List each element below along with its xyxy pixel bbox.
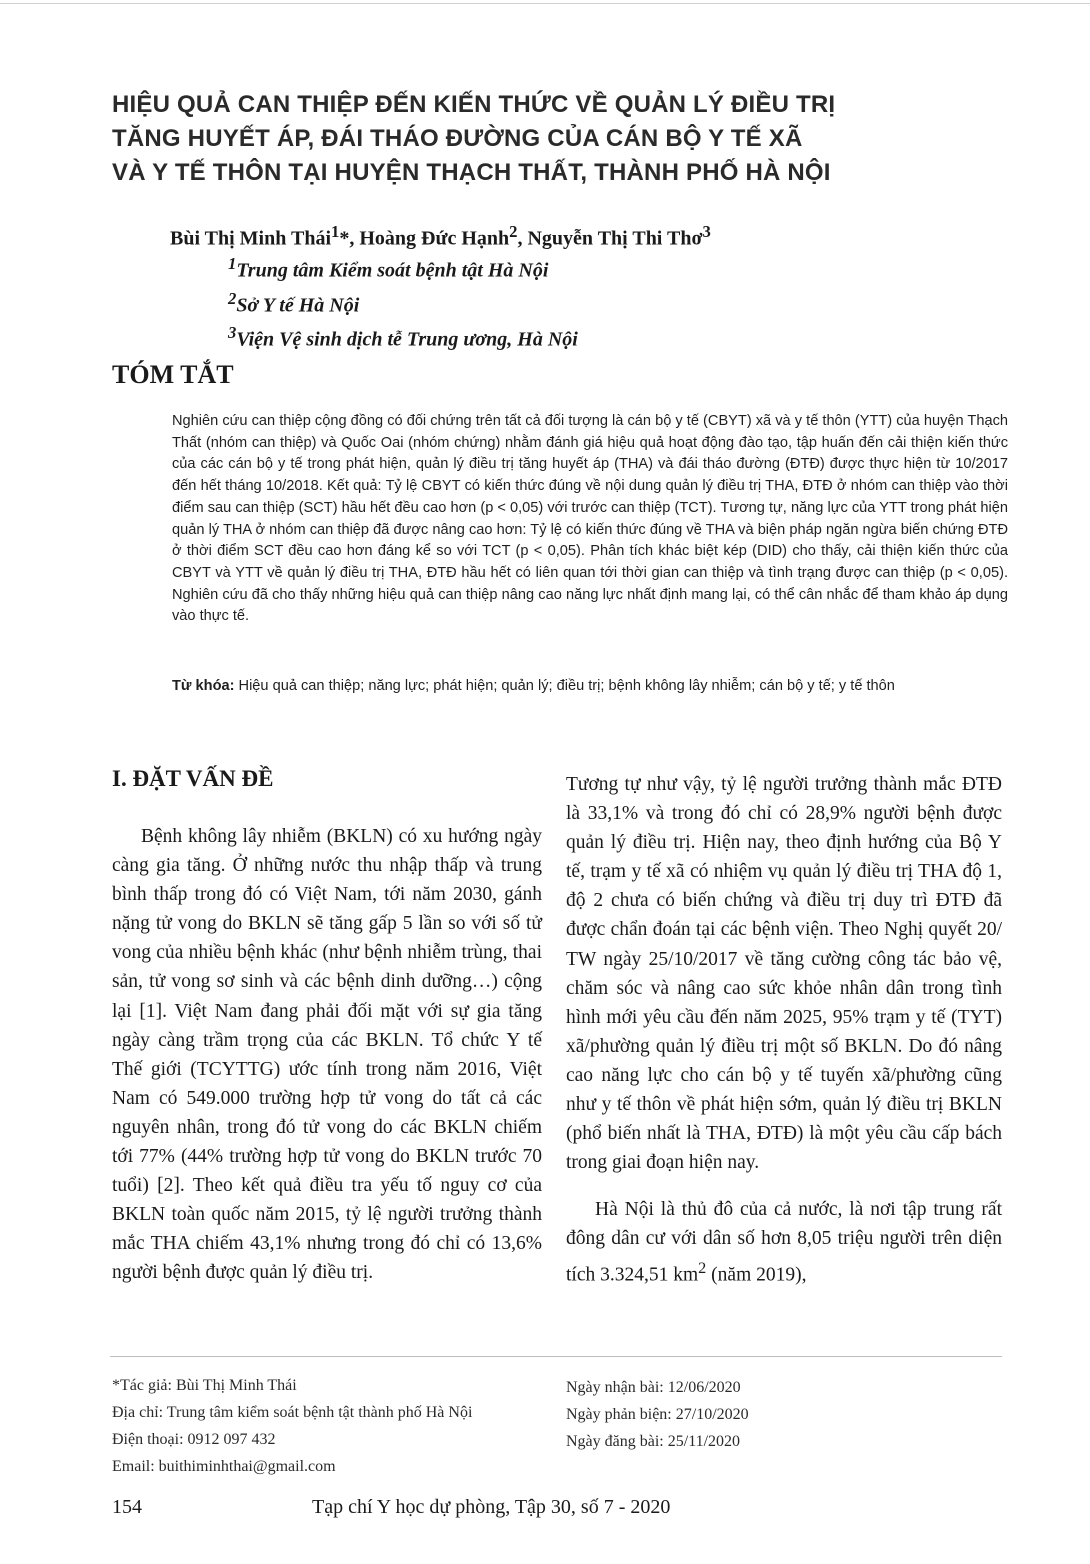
- km-superscript: 2: [698, 1258, 707, 1277]
- author-1-sup: 1: [331, 222, 340, 241]
- author-3-sup: 3: [702, 222, 711, 241]
- abstract-heading: TÓM TẮT: [112, 360, 234, 389]
- author-2: Hoàng Đức Hạnh: [359, 227, 510, 250]
- affiliation-3: [228, 319, 578, 354]
- affiliation-1: [228, 250, 578, 285]
- paper-title: [112, 88, 972, 190]
- footnote-address: Địa chỉ: Trung tâm kiểm soát bệnh tật thành phố Hà Nội: [112, 1404, 473, 1421]
- right-paragraph-1: Tương tự như vậy, tỷ lệ người trưởng thành mắc ĐTĐ là 33,1% và trong đó chỉ có 28,9% người bệnh được quản lý điều trị. Hiện nay, theo định hướng của Bộ Y tế, trạm y tế xã có nhiệm vụ quản lý điều trị THA độ 1, độ 2 chưa có biến chứng và điều trị duy trì ĐTĐ đã được chẩn đoán tại các bệnh viện. Theo Nghị quyết 20/ TW ngày 25/10/2017 về tăng cường công tác bảo vệ, chăm sóc và nâng cao sức khỏe nhân dân trong tình hình mới yêu cầu đến năm 2025, 95% trạm y tế (TYT) xã/phường quản lý điều trị một số BKLN. Do đó nâng cao năng lực cho cán bộ y tế tuyến xã/phường cũng như y tế thôn về phát hiện sớm, quản lý điều trị BKLN (phổ biến nhất là THA, ĐTĐ) là một yêu cầu cấp bách trong giai đoạn hiện nay.: [566, 774, 1002, 1174]
- footnote-email: Email: buithiminhthai@gmail.com: [112, 1458, 336, 1475]
- right-column: [566, 770, 1002, 1289]
- affiliation-1-text: Trung tâm Kiểm soát bệnh tật Hà Nội: [236, 259, 549, 282]
- author-footnote: [112, 1372, 472, 1480]
- author-list: [170, 222, 711, 251]
- author-2-sup: 2: [509, 222, 518, 241]
- title-line-1: HIỆU QUẢ CAN THIỆP ĐẾN KIẾN THỨC VỀ QUẢN LÝ ĐIỀU TRỊ: [112, 91, 836, 118]
- corresponding-mark: *,: [339, 227, 360, 250]
- title-line-3: VÀ Y TẾ THÔN TẠI HUYỆN THẠCH THẤT, THÀNH PHỐ HÀ NỘI: [112, 159, 831, 186]
- abstract-text: Nghiên cứu can thiệp cộng đồng có đối chứng trên tất cả đối tượng là cán bộ y tế (CBYT) xã và y tế thôn (YTT) của huyện Thạch Thất (nhóm can thiệp) và Quốc Oai (nhóm chứng) nhằm đánh giá hiệu quả hoạt động đào tạo, tập huấn đến cải thiện kiến thức của các cán bộ y tế trong phát hiện, quản lý điều trị tăng huyết áp (THA) và đái tháo đường (ĐTĐ) được thực hiện từ 10/2017 đến hết tháng 10/2018. Kết quả: Tỷ lệ CBYT có kiến thức đúng về nội dung quản lý điều trị THA, ĐTĐ ở nhóm can thiệp vào thời điểm sau can thiệp (SCT) hầu hết đều cao hơn (p < 0,05) với trước can thiệp (TCT). Tương tự, năng lực của YTT trong phát hiện quản lý THA ở nhóm can thiệp đã được nâng cao hơn: Tỷ lệ có kiến thức đúng về THA và biện pháp ngăn ngừa biến chứng ĐTĐ ở thời điểm SCT đều cao hơn đáng kể so với TCT (p < 0,05). Phân tích khác biệt kép (DID) cho thấy, cải thiện kiến thức của CBYT và YTT về quản lý điều trị THA, ĐTĐ hầu hết có liên quan tới thời gian can thiệp và tình trạng được can thiệp (p < 0,05). Nghiên cứu đã cho thấy những hiệu quả can thiệp nâng cao năng lực nhất định mang lại, có thể cân nhắc để tham khảo áp dụng vào thực tế.: [172, 413, 1008, 625]
- footnote-published: Ngày đăng bài: 25/11/2020: [566, 1433, 741, 1450]
- title-line-2: TĂNG HUYẾT ÁP, ĐÁI THÁO ĐƯỜNG CỦA CÁN BỘ Y TẾ XÃ: [112, 125, 803, 152]
- left-column: [112, 822, 542, 1288]
- author-1: Bùi Thị Minh Thái: [170, 227, 332, 250]
- footnote-divider: [110, 1356, 1002, 1357]
- right-paragraph-2: [566, 1195, 1002, 1289]
- keywords-text: Hiệu quả can thiệp; năng lực; phát hiện; quản lý; điều trị; bệnh không lây nhiễm; cán bộ y tế; y tế thôn: [234, 678, 895, 694]
- top-rule: [0, 3, 1090, 4]
- author-separator: ,: [517, 227, 528, 250]
- date-footnote: [566, 1374, 749, 1455]
- affiliation-3-sup: 3: [228, 323, 237, 343]
- right-paragraph-2-end: (năm 2019),: [706, 1264, 807, 1285]
- footnote-received: Ngày nhận bài: 12/06/2020: [566, 1379, 741, 1396]
- affiliations: [228, 250, 578, 354]
- affiliation-2-text: Sở Y tế Hà Nội: [236, 294, 360, 317]
- left-paragraph: Bệnh không lây nhiễm (BKLN) có xu hướng ngày càng gia tăng. Ở những nước thu nhập thấp và trung bình thấp trong đó có Việt Nam, tới năm 2030, gánh nặng tử vong do BKLN sẽ tăng gấp 5 lần so với số tử vong của nhiều bệnh khác (như bệnh nhiễm trùng, thai sản, tử vong sơ sinh và các bệnh dinh dưỡng…) cộng lại [1]. Việt Nam đang phải đối mặt với sự gia tăng ngày càng trầm trọng của các BKLN. Tổ chức Y tế Thế giới (TCYTTG) ước tính trong năm 2016, Việt Nam có 549.000 trường hợp tử vong do tất cả các nguyên nhân, trong đó tử vong do các BKLN chiếm tới 77% (44% trường hợp tử vong do BKLN trước 70 tuổi) [2]. Theo kết quả điều tra yếu tố nguy cơ của BKLN toàn quốc năm 2015, tỷ lệ người trưởng thành mắc THA chiếm 43,1% nhưng trong đó chỉ có 13,6% người bệnh được quản lý điều trị.: [112, 826, 542, 1284]
- right-paragraph-2-text: Hà Nội là thủ đô của cả nước, là nơi tập trung rất đông dân cư với dân số hơn 8,05 triệu người trên diện tích 3.324,51 km: [566, 1199, 1002, 1285]
- keywords-label: Từ khóa:: [172, 678, 235, 694]
- affiliation-1-sup: 1: [228, 254, 237, 273]
- section-heading: I. ĐẶT VẤN ĐỀ: [112, 766, 274, 791]
- affiliation-2: [228, 285, 578, 320]
- footnote-phone: Điện thoại: 0912 097 432: [112, 1431, 276, 1448]
- footnote-reviewed: Ngày phản biện: 27/10/2020: [566, 1406, 749, 1423]
- page-number: 154: [112, 1496, 142, 1518]
- author-3: Nguyễn Thị Thi Thơ: [527, 227, 703, 250]
- affiliation-3-text: Viện Vệ sinh dịch tễ Trung ương, Hà Nội: [236, 328, 578, 351]
- footnote-author: *Tác giả: Bùi Thị Minh Thái: [112, 1377, 297, 1394]
- affiliation-2-sup: 2: [228, 288, 237, 308]
- keywords: [172, 676, 1008, 698]
- journal-citation: Tạp chí Y học dự phòng, Tập 30, số 7 - 2020: [312, 1496, 671, 1518]
